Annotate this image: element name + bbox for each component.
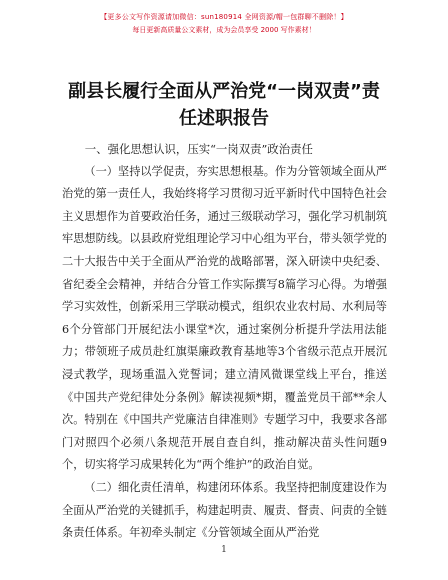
document-body <box>62 138 387 545</box>
page-number: 1 <box>221 545 227 555</box>
promo-banner <box>0 12 448 36</box>
paragraph-1: （一）坚持以学促责，夯实思想根基。作为分管领域全面从严治党的第一责任人，我始终将学习贯彻习近平新时代中国特色社会主义思想作为首要政治任务，通过三级联动学习，强化学习机制筑牢思想防线。以县政府党组理论学习中心组为平台，带头领学党的二十大报告中关于全面从严治党的战略部署，深入研读中央纪委、省纪委全会精神，并结合分管工作实际撰写8篇学习心得。为增强学习实效性，创新采用三学联动模式，组织农业农村局、水利局等6个分管部门开展纪法小课堂*次，通过案例分析提升学法用法能力；带领班子成员赴红旗渠廉政教育基地等3个省级示范点开展沉浸式教学，现场重温入党誓词；建立清风微课堂线上平台，推送《中国共产党纪律处分条例》解读视频*期，覆盖党员干部**余人次。特别在《中国共产党廉洁自律准则》专题学习中，我要求各部门对照四个必须八条规范开展自查自纠，推动解决苗头性问题9个，切实将学习成果转化为“两个维护”的政治自觉。 <box>62 164 387 472</box>
banner-line-1: 【更多公文写作资源请加微信：sun180914 全网资源/帽一包群聊不删除！】 <box>100 13 348 21</box>
document-title: 副县长履行全面从严治党“一岗双责”责任述职报告 <box>68 81 380 129</box>
banner-line-2: 每日更新高质量公文素材，成为会员享受 2000 写作素材！ <box>132 26 316 34</box>
paragraph-2: （二）细化责任清单，构建闭环体系。我坚持把制度建设作为全面从严治党的关键抓手，构建起明责、履责、督责、问责的全链条责任体系。年初牵头制定《分管领域全面从严治党 <box>62 480 387 540</box>
section-heading: 一、强化思想认识，压实“一岗双责”政治责任 <box>84 142 313 156</box>
